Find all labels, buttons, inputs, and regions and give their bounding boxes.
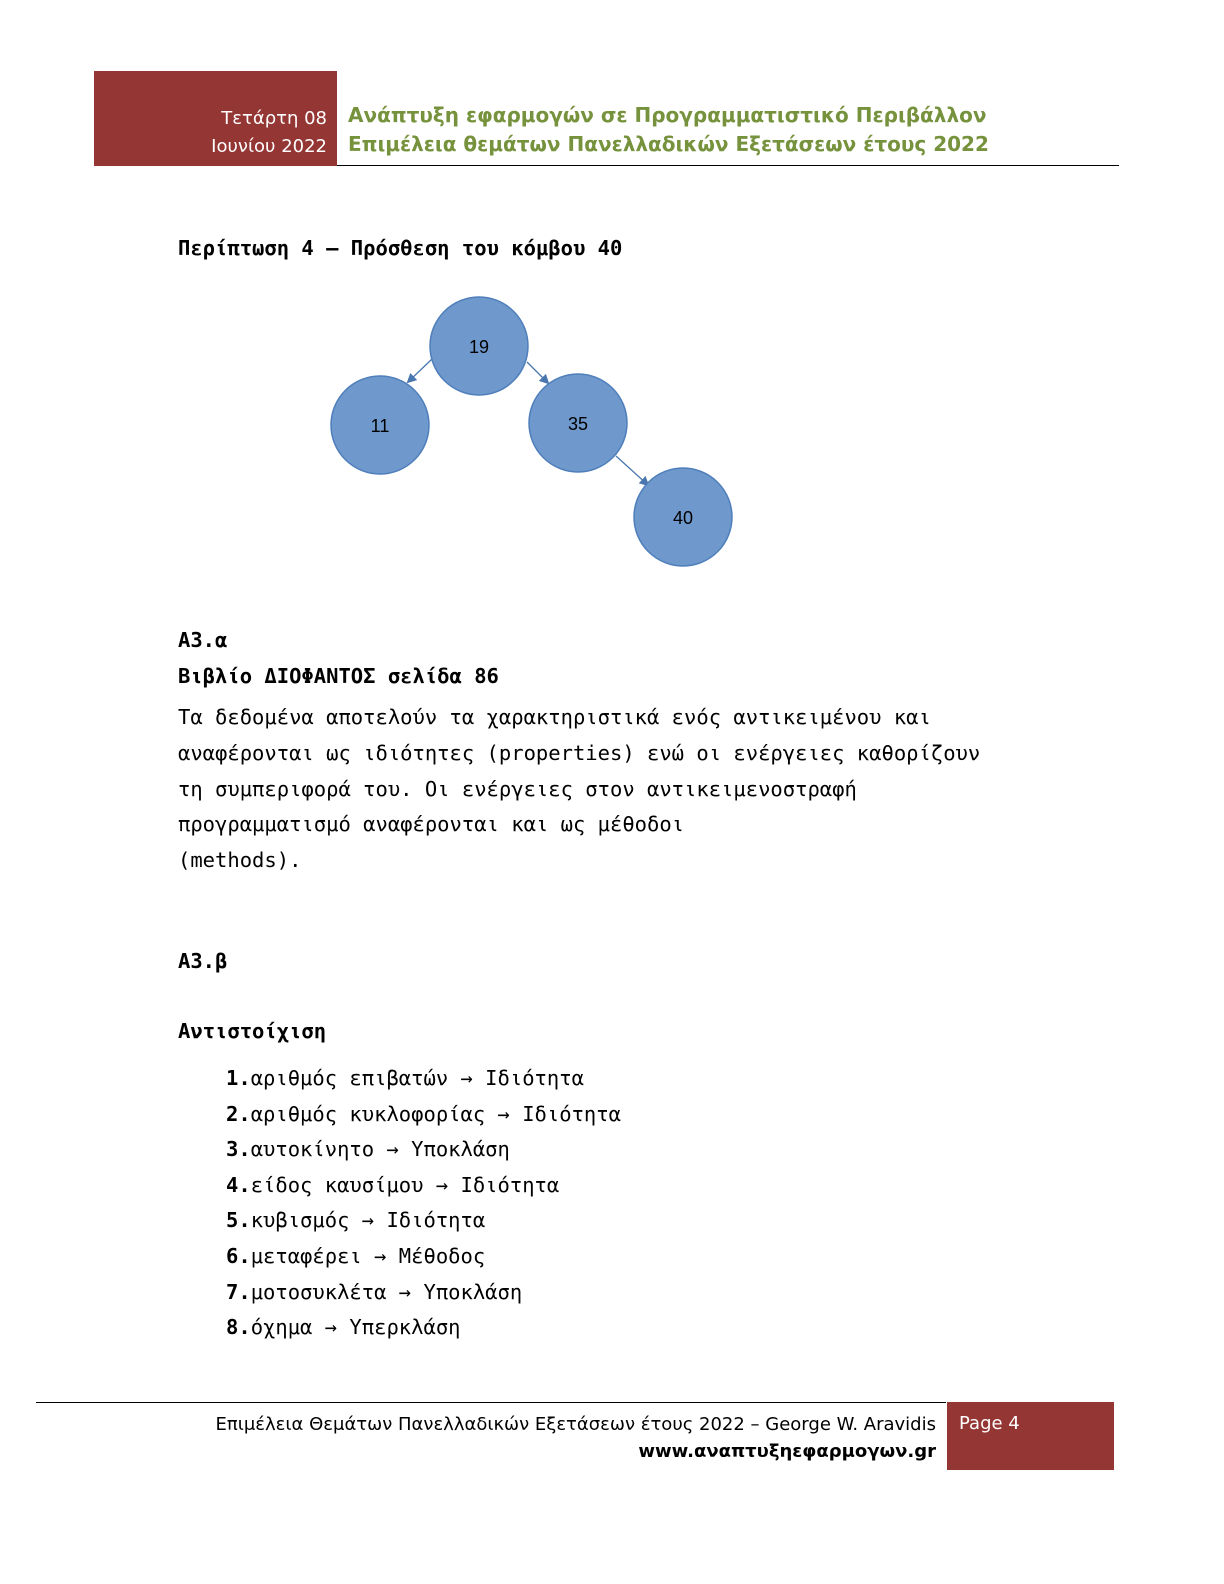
tree-node-new-label: 40	[672, 508, 694, 528]
tree-node-root-label: 19	[468, 337, 490, 357]
page-number-badge	[947, 1402, 1114, 1470]
tree-node-root	[430, 297, 528, 395]
list-item	[226, 1132, 621, 1168]
book-reference: Βιβλίο ΔΙΟΦΑΝΤΟΣ σελίδα 86	[178, 664, 499, 688]
list-item-number: 5.	[226, 1208, 251, 1233]
tree-node-new	[634, 468, 732, 566]
tree-edge-19-11	[408, 359, 432, 382]
list-item-text: αριθμός επιβατών → Ιδιότητα	[250, 1066, 584, 1090]
footer-website-link[interactable]: www.αναπτυξηεφαρμογων.gr	[638, 1441, 936, 1462]
matching-list	[226, 1061, 621, 1346]
list-item-text: κυβισμός → Ιδιότητα	[250, 1208, 486, 1233]
header-date-line1: Τετάρτη 08	[221, 108, 327, 129]
list-item	[226, 1203, 621, 1239]
list-item-number: 3.	[226, 1137, 251, 1162]
list-item-number: 8.	[226, 1315, 251, 1340]
page-number: Page 4	[959, 1413, 1020, 1434]
list-item-text: μοτοσυκλέτα → Υποκλάση	[250, 1279, 523, 1304]
list-item-text: αριθμός κυκλοφορίας → Ιδιότητα	[250, 1101, 621, 1126]
section-a3a-label: Α3.α	[178, 628, 228, 652]
section-a3b-label: Α3.β	[178, 949, 228, 973]
list-item	[226, 1097, 621, 1133]
tree-node-left	[331, 376, 429, 474]
list-item-number: 6.	[226, 1243, 251, 1268]
header-date-line2: Ιουνίου 2022	[211, 136, 327, 157]
list-item-text: μεταφέρει → Μέθοδος	[250, 1243, 486, 1268]
list-item-text: είδος καυσίμου → Ιδιότητα	[250, 1172, 560, 1197]
list-item	[226, 1310, 621, 1346]
tree-node-left-label: 11	[370, 416, 390, 436]
paragraph-line: Τα δεδομένα αποτελούν τα χαρακτηριστικά ενός αντικειμένου και	[178, 705, 931, 729]
list-item	[226, 1061, 621, 1097]
case-heading: Περίπτωση 4 – Πρόσθεση του κόμβου 40	[178, 236, 623, 260]
list-item	[226, 1275, 621, 1311]
tree-edge-19-35	[527, 362, 548, 383]
paragraph-line: (methods).	[178, 848, 302, 873]
list-item-text: αυτοκίνητο → Υποκλάση	[250, 1137, 510, 1162]
footer-divider	[36, 1402, 946, 1403]
header-title-line2: Επιμέλεια θεμάτων Πανελλαδικών Εξετάσεων έτους 2022	[348, 132, 989, 156]
tree-node-right	[529, 374, 627, 472]
list-item-number: 4.	[226, 1172, 251, 1197]
list-item-number: 7.	[226, 1279, 251, 1304]
list-item-number: 1.	[226, 1066, 251, 1090]
a3a-paragraph	[178, 700, 980, 879]
paragraph-line: αναφέρονται ως ιδιότητες (properties) ενώ οι ενέργειες καθορίζουν	[178, 740, 981, 765]
header-title-line1: Ανάπτυξη εφαρμογών σε Προγραμματιστικό Περιβάλλον	[348, 103, 987, 127]
binary-tree-diagram	[0, 0, 1224, 600]
list-item-number: 2.	[226, 1101, 251, 1126]
paragraph-line: τη συμπεριφορά του. Οι ενέργειες στον αντικειμενοστραφή	[178, 776, 857, 801]
list-item-text: όχημα → Υπερκλάση	[250, 1315, 461, 1340]
list-item	[226, 1239, 621, 1275]
footer-credit: Επιμέλεια Θεμάτων Πανελλαδικών Εξετάσεων έτους 2022 – George W. Aravidis	[215, 1414, 936, 1435]
tree-node-right-label: 35	[567, 414, 589, 434]
matching-heading: Αντιστοίχιση	[178, 1019, 327, 1043]
list-item	[226, 1168, 621, 1204]
paragraph-line: προγραμματισμό αναφέρονται και ως μέθοδοι	[178, 812, 685, 837]
tree-edge-35-40	[616, 456, 648, 485]
footer-text	[216, 1411, 936, 1465]
